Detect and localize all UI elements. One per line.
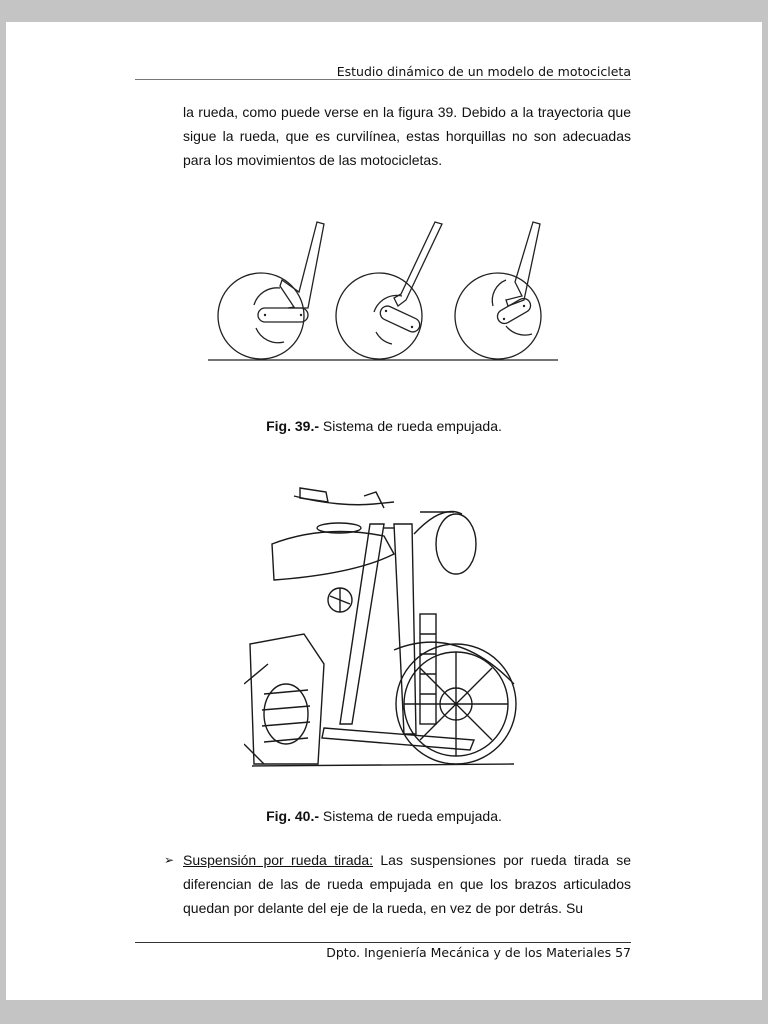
bullet-title: Suspensión por rueda tirada: <box>183 852 374 868</box>
bullet-body: Las suspensiones por rueda tirada se diferencian de las de rueda empujada en que los brazos articulados quedan por delante del eje de la rueda, en vez de por detrás. Su <box>183 852 631 916</box>
document-page <box>6 22 762 1000</box>
figure-39-diagram <box>206 220 562 366</box>
figure-39-caption-text: Sistema de rueda empujada. <box>322 418 502 434</box>
page-footer: Dpto. Ingeniería Mecánica y de los Materiales 57 <box>326 945 631 960</box>
header-divider <box>135 79 631 80</box>
page-header: Estudio dinámico de un modelo de motocicleta <box>336 64 631 79</box>
bullet-text <box>183 848 631 920</box>
arrow-bullet-icon: ➢ <box>164 853 175 867</box>
figure-40-caption-text: Sistema de rueda empujada. <box>322 808 502 824</box>
figure-40-illustration <box>244 484 520 768</box>
figure-40-label: Fig. 40.- <box>266 808 319 824</box>
figure-39-caption <box>6 418 762 434</box>
body-paragraph: la rueda, como puede verse en la figura 39. Debido a la trayectoria que sigue la rueda, que es curvilínea, estas horquillas no son adecuadas para los movimientos de las motocicletas. <box>183 104 631 168</box>
figure-39-label: Fig. 39.- <box>266 418 319 434</box>
figure-40-caption <box>6 808 762 824</box>
footer-divider <box>135 942 631 943</box>
